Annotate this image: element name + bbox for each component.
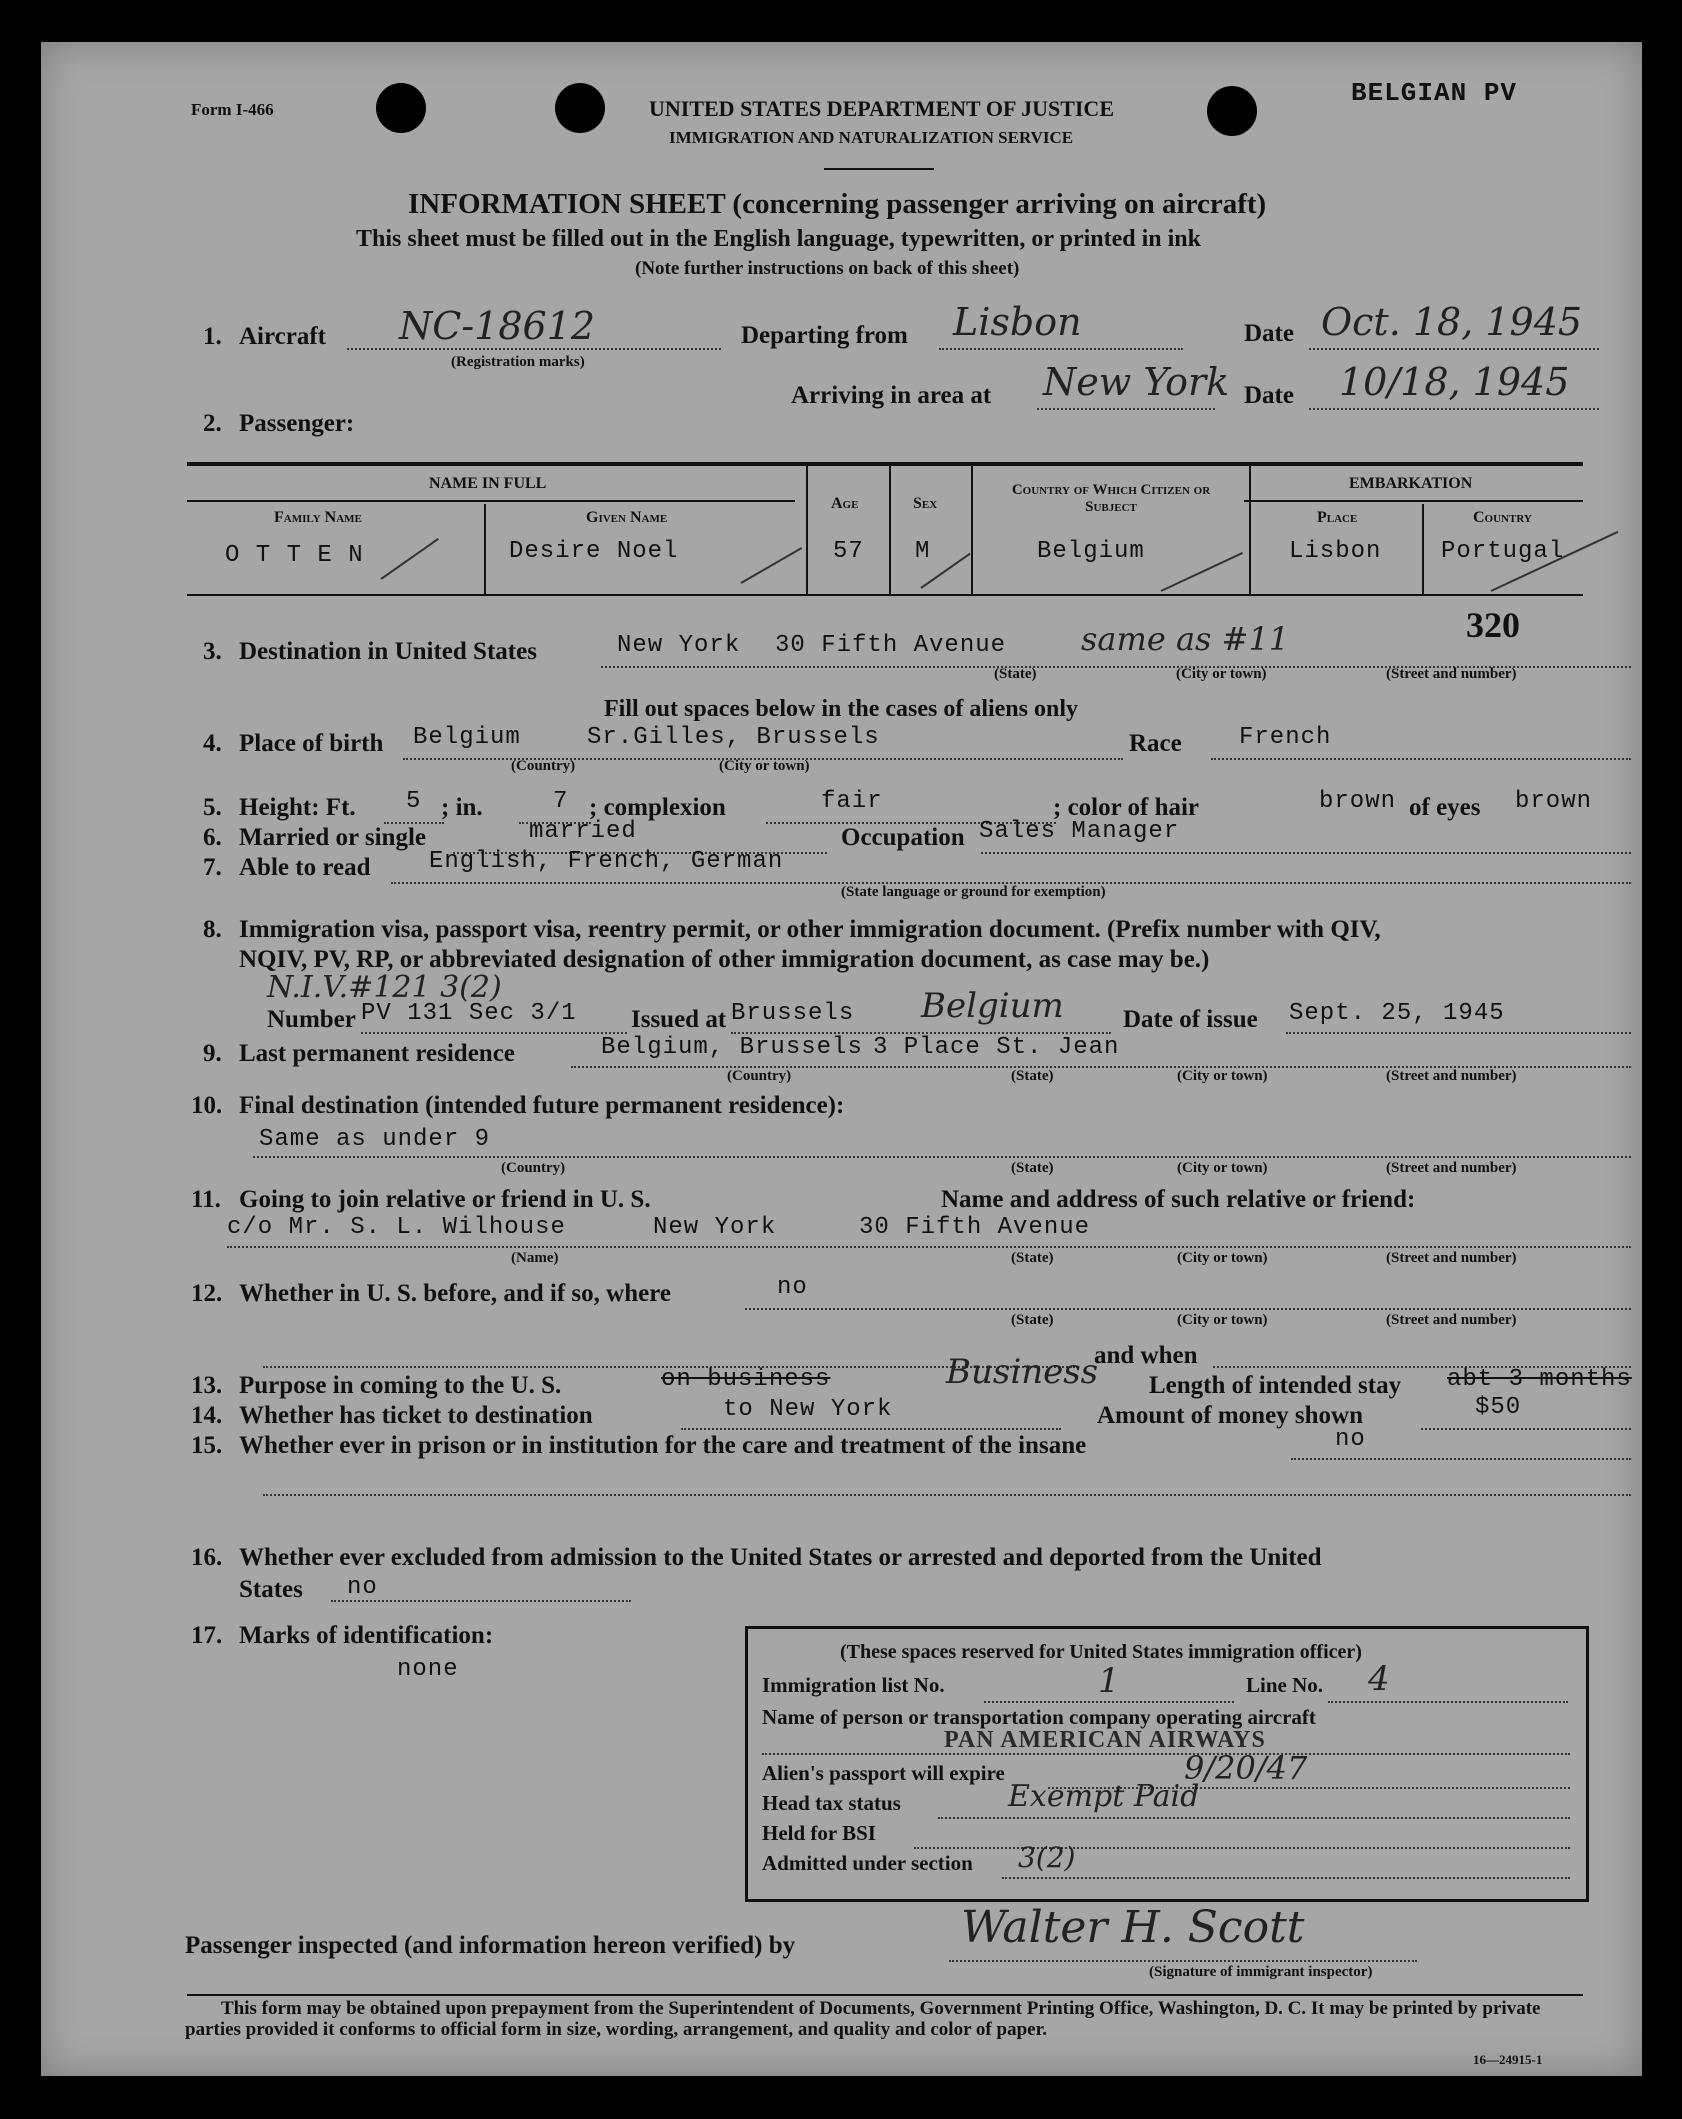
list-number-value: 1 [1098,1661,1120,1701]
birth-city-value: Sr.Gilles, Brussels [587,724,880,751]
occupation-label: Occupation [841,824,965,851]
eyes-value: brown [1515,788,1593,815]
age-value: 57 [833,538,864,565]
purpose-handwritten: Business [946,1352,1099,1392]
age-header: Age [831,495,859,512]
line-number-value: 4 [1368,1659,1390,1699]
departing-label: Departing from [741,322,908,349]
height-inches-value: 7 [553,788,569,815]
page-title: INFORMATION SHEET (concerning passenger arriving on aircraft) [408,188,1267,220]
inspection-label: Passenger inspected (and information hereon verified) by [185,1932,796,1959]
stay-value: abt 3 months [1447,1366,1632,1393]
race-label: Race [1129,730,1182,757]
item-number: 14. [191,1402,223,1429]
item-number: 4. [203,730,222,757]
place-header: Place [1317,509,1358,526]
country-header: Country [1473,509,1532,526]
instruction-line: This sheet must be filled out in the English language, typewritten, or printed in ink [356,226,1201,252]
item-number: 6. [203,824,222,851]
inches-label: ; in. [441,794,483,821]
residence-label: Last permanent residence [239,1040,515,1067]
state-caption: (State) [1011,1250,1054,1266]
city-caption: (City or town) [1177,1312,1268,1328]
state-caption: (State) [1011,1312,1054,1328]
destination-state-value: New York [617,632,741,659]
embarkation-country-value: Portugal [1441,538,1565,565]
hair-label: ; color of hair [1053,794,1200,821]
punch-hole [376,83,426,133]
section-value: 3(2) [1018,1841,1076,1874]
date-label: Date [1244,382,1294,409]
company-label: Name of person or transportation company operating aircraft [762,1705,1316,1729]
destination-label: Destination in United States [239,638,537,665]
height-label: Height: Ft. [239,794,356,821]
item-number: 9. [203,1040,222,1067]
passport-expire-value: 9/20/47 [1184,1749,1308,1787]
item-number: 8. [203,916,222,943]
name-in-full-header: NAME IN FULL [429,475,547,492]
item-number: 13. [191,1372,223,1399]
ticket-value: to New York [723,1396,893,1423]
state-caption: (State) [1011,1068,1054,1084]
department-name: UNITED STATES DEPARTMENT OF JUSTICE [649,96,1114,121]
country-caption: (Country) [511,758,576,774]
residence-street-value: 3 Place St. Jean [873,1034,1120,1061]
item-number: 5. [203,794,222,821]
passenger-label: Passenger: [239,410,355,437]
prison-value: no [1335,1426,1366,1453]
arriving-value: New York [1043,360,1230,404]
footer-code: 16—24915-1 [1473,2052,1543,2067]
section-label: Admitted under section [762,1851,973,1875]
arriving-label: Arriving in area at [791,382,992,409]
join-relative-label: Going to join relative or friend in U. S. [239,1186,651,1213]
form-number: Form I-466 [191,100,274,119]
company-stamp: PAN AMERICAN AIRWAYS [944,1727,1266,1753]
stamp-number: 320 [1466,605,1520,645]
city-caption: (City or town) [1177,1250,1268,1266]
item-number: 12. [191,1280,223,1307]
aircraft-value: NC-18612 [399,304,596,348]
state-caption: (State) [1011,1160,1054,1176]
read-label: Able to read [239,854,371,881]
citizen-value: Belgium [1037,538,1145,565]
relative-state-value: New York [653,1214,777,1241]
previous-visit-label: Whether in U. S. before, and if so, where [239,1280,671,1307]
officer-box [745,1626,1589,1902]
identification-value: none [397,1656,459,1683]
sex-value: M [915,538,931,565]
embarkation-header: EMBARKATION [1349,475,1473,492]
relative-address-label: Name and address of such relative or friend: [941,1186,1416,1213]
embarkation-place-value: Lisbon [1289,538,1382,565]
residence-country-value: Belgium, Brussels [601,1034,863,1061]
complexion-value: fair [821,788,883,815]
destination-handwritten-note: same as #11 [1081,620,1290,658]
street-caption: (Street and number) [1386,1160,1517,1176]
street-caption: (Street and number) [1386,1250,1517,1266]
excluded-label-line1: Whether ever excluded from admission to the United States or arrested and deported from the United [239,1544,1322,1571]
item-number: 1. [203,323,222,350]
passport-expire-label: Alien's passport will expire [762,1761,1005,1785]
item-number: 17. [191,1622,223,1649]
item-number: 3. [203,638,222,665]
purpose-label: Purpose in coming to the U. S. [239,1372,562,1399]
issued-at-label: Issued at [631,1006,727,1033]
language-caption: (State language or ground for exemption) [841,884,1106,900]
document-number-value: PV 131 Sec 3/1 [361,1000,577,1027]
list-number-label: Immigration list No. [762,1673,945,1697]
item-number: 7. [203,854,222,881]
previous-visit-value: no [777,1274,808,1301]
money-value: $50 [1475,1394,1522,1421]
footer-text: This form may be obtained upon prepayment from the Superintendent of Documents, Government Printing Office, Washington, D. C. It may be printed by private parties provided it conforms to official form in size, wording, arrangement, and quality and color of paper. [185,1998,1541,2040]
item-number: 10. [191,1092,223,1119]
item-number: 2. [203,410,222,437]
departing-value: Lisbon [953,300,1082,344]
complexion-label: ; complexion [589,794,726,821]
bsi-label: Held for BSI [762,1821,876,1845]
relative-street-value: 30 Fifth Avenue [859,1214,1091,1241]
given-name-value: Desire Noel [509,538,679,565]
given-name-header: Given Name [586,509,668,526]
document-handwritten-note: N.I.V.#121 3(2) [267,970,502,1005]
identification-label: Marks of identification: [239,1622,494,1649]
family-name-value: O T T E N [225,542,364,569]
aliens-heading: Fill out spaces below in the cases of aliens only [604,696,1079,722]
item-number: 11. [191,1186,221,1213]
signature-caption: (Signature of immigrant inspector) [1149,1964,1373,1980]
excluded-value: no [347,1574,378,1601]
head-tax-value: Exempt Paid [1008,1779,1200,1814]
instruction-note: (Note further instructions on back of this sheet) [635,258,1020,279]
sex-header: Sex [913,495,938,512]
arriving-date-value: 10/18, 1945 [1339,360,1570,404]
stay-label: Length of intended stay [1149,1372,1402,1399]
punch-hole [1207,86,1257,136]
issued-handwritten: Belgium [921,986,1064,1026]
street-caption: (Street and number) [1386,1312,1517,1328]
head-tax-label: Head tax status [762,1791,901,1815]
item-number: 15. [191,1432,223,1459]
name-caption: (Name) [511,1250,559,1266]
final-destination-label: Final destination (intended future permanent residence): [239,1092,845,1119]
ticket-label: Whether has ticket to destination [239,1402,593,1429]
street-caption: (Street and number) [1386,666,1517,682]
street-caption: (Street and number) [1386,1068,1517,1084]
corner-note: BELGIAN PV [1351,78,1518,108]
city-caption: (City or town) [719,758,810,774]
final-destination-value: Same as under 9 [259,1126,491,1153]
state-caption: (State) [994,666,1037,682]
line-number-label: Line No. [1246,1673,1324,1697]
city-caption: (City or town) [1177,1160,1268,1176]
service-name: IMMIGRATION AND NATURALIZATION SERVICE [669,128,1074,147]
race-value: French [1239,724,1332,751]
document-label-line2: NQIV, PV, RP, or abbreviated designation of other immigration document, as case may be.) [239,946,1210,973]
languages-value: English, French, German [429,848,784,875]
birth-country-value: Belgium [413,724,521,751]
birth-place-label: Place of birth [239,730,384,757]
occupation-value: Sales Manager [979,818,1180,845]
country-caption: (Country) [727,1068,792,1084]
date-label: Date [1244,320,1294,347]
punch-hole [555,83,605,133]
city-caption: (City or town) [1176,666,1267,682]
issue-date-value: Sept. 25, 1945 [1289,1000,1505,1027]
issue-date-label: Date of issue [1123,1006,1258,1033]
city-caption: (City or town) [1177,1068,1268,1084]
document-label-line1: Immigration visa, passport visa, reentry permit, or other immigration document. (Prefix number with QIV, [239,916,1381,943]
citizen-header: Country of Which Citizen or Subject [1011,482,1211,515]
item-number: 16. [191,1544,223,1571]
hair-value: brown [1319,788,1397,815]
aircraft-label: Aircraft [239,323,326,350]
money-label: Amount of money shown [1097,1402,1364,1429]
marital-value: married [529,818,637,845]
height-feet-value: 5 [406,788,422,815]
number-label: Number [267,1006,356,1033]
and-when-label: and when [1094,1342,1198,1369]
prison-label: Whether ever in prison or in institution for the care and treatment of the insane [239,1432,1087,1459]
country-caption: (Country) [501,1160,566,1176]
departing-date-value: Oct. 18, 1945 [1321,300,1583,344]
inspector-signature: Walter H. Scott [961,1902,1305,1953]
family-name-header: Family Name [274,509,362,526]
issued-at-value: Brussels [731,1000,855,1027]
form-sheet [41,42,1642,2076]
officer-box-title: (These spaces reserved for United States immigration officer) [840,1641,1362,1663]
marital-label: Married or single [239,824,426,851]
destination-street-value: 30 Fifth Avenue [775,632,1007,659]
purpose-value: on business [661,1366,831,1393]
eyes-label: of eyes [1409,794,1481,821]
excluded-label-line2: States [239,1576,303,1603]
registration-caption: (Registration marks) [451,354,585,370]
relative-name-value: c/o Mr. S. L. Wilhouse [227,1214,566,1241]
